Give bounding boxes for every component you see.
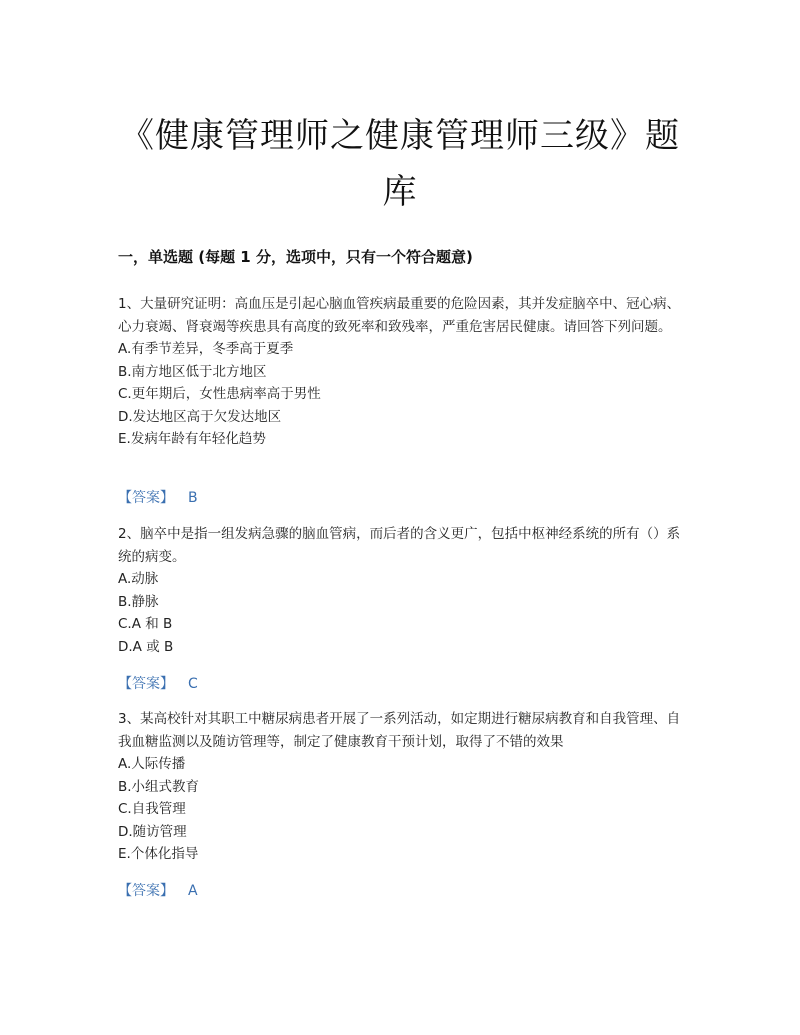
option-c: C.自我管理 bbox=[118, 801, 186, 817]
answer-value: A bbox=[188, 883, 198, 899]
question-stem: 3、某高校针对其职工中糖尿病患者开展了一系列活动，如定期进行糖尿病教育和自我管理、自我血糖监测以及随访管理等，制定了健康教育干预计划，取得了不错的效果 bbox=[118, 711, 681, 750]
option-e: E.发病年龄有年轻化趋势 bbox=[118, 431, 266, 447]
answer-label: 【答案】 bbox=[118, 883, 174, 899]
answer-3 bbox=[118, 880, 198, 900]
answer-label: 【答案】 bbox=[118, 490, 174, 506]
question-stem: 1、大量研究证明：高血压是引起心脑血管疾病最重要的危险因素，其并发症脑卒中、冠心病、心力衰竭、肾衰竭等疾患具有高度的致死率和致残率，严重危害居民健康。请回答下列问题。 bbox=[118, 296, 681, 335]
answer-2 bbox=[118, 673, 198, 693]
option-b: B.静脉 bbox=[118, 593, 159, 610]
question-1 bbox=[118, 293, 686, 451]
question-2 bbox=[118, 523, 686, 658]
question-3 bbox=[118, 708, 686, 866]
option-a: A.人际传播 bbox=[118, 756, 186, 772]
option-b: B.小组式教育 bbox=[118, 778, 200, 795]
answer-1 bbox=[118, 487, 198, 507]
option-a: A.动脉 bbox=[118, 571, 159, 587]
option-d: D.随访管理 bbox=[118, 823, 187, 840]
answer-value: B bbox=[188, 490, 198, 506]
question-stem: 2、脑卒中是指一组发病急骤的脑血管病，而后者的含义更广，包括中枢神经系统的所有（）系统的病变。 bbox=[118, 526, 681, 565]
section-heading: 一，单选题 (每题 1 分，选项中，只有一个符合题意) bbox=[118, 248, 473, 266]
option-c: C.更年期后，女性患病率高于男性 bbox=[118, 386, 321, 402]
option-b: B.南方地区低于北方地区 bbox=[118, 363, 267, 380]
option-d: D.发达地区高于欠发达地区 bbox=[118, 408, 282, 425]
answer-value: C bbox=[188, 676, 198, 692]
document-title: 《健康管理师之健康管理师三级》题库 bbox=[120, 116, 680, 212]
answer-label: 【答案】 bbox=[118, 676, 174, 692]
option-e: E.个体化指导 bbox=[118, 846, 199, 862]
option-c: C.A 和 B bbox=[118, 616, 173, 632]
option-d: D.A 或 B bbox=[118, 638, 174, 655]
option-a: A.有季节差异，冬季高于夏季 bbox=[118, 341, 294, 357]
